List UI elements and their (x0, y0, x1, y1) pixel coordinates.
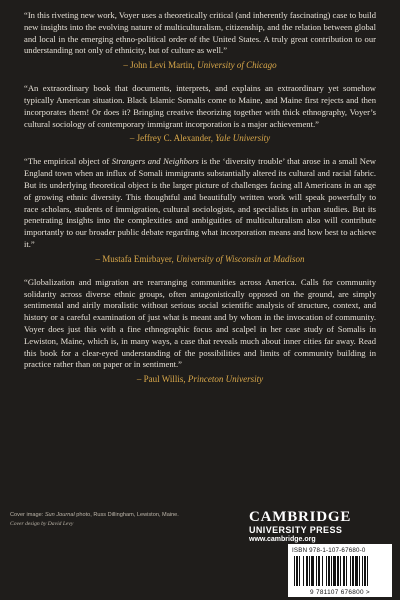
barcode-bar (309, 556, 310, 586)
barcode-bar (340, 556, 341, 586)
barcode-bar (318, 556, 320, 586)
barcode-bar (306, 556, 308, 586)
quote-institution: University of Wisconsin at Madison (176, 253, 305, 264)
barcode-bar (311, 556, 314, 586)
barcode-bar (359, 556, 360, 586)
quote-author: – John Levi Martin, (123, 60, 195, 71)
cover-footer (0, 505, 400, 600)
barcode-bar (333, 556, 336, 586)
barcode-icon (294, 556, 386, 586)
quote-text: “Globalization and migration are rearranging communities across America. Calls for community solidarity across diverse ethnic groups, often antagonistically opposed on the ground, are simply sentimental and airily moralistic without serious social scientific analysis of structure, context, and history or a careful examination of just what is meant and by whom in the invocation of community. Voyer does just this with a fine ethnographic focus and scalpel in her case study of Somalis in Lewiston, Maine, which is, in many ways, a case that reveals much about inner cities far away. Read this book for a clear-eyed understanding of the possibilities and limits of community building in practice rather than on paper or in sentiment.” (24, 276, 376, 370)
barcode-bar (367, 556, 368, 586)
cover-image-credit (10, 511, 210, 520)
quote-author: – Paul Willis, (136, 374, 186, 385)
barcode-bar (346, 556, 347, 586)
quote-attribution (24, 253, 376, 265)
quote-text: “An extraordinary book that documents, interprets, and explains an extraordinary yet somehow typically American situation. Black Islamic Somalis come to Maine, and Maine first rejects and then incorporates them! Or does it? Bringing creative theorizing together with thick ethnography, Voyer’s cultural sociology of contemporary immigrant incorporation is a major achievement.” (24, 83, 376, 129)
barcode-bar (299, 556, 300, 586)
quote-text-after: is the ‘diversity trouble’ that arose in a small New England town when an influx of Somali immigrants substantially altered its cultural and racial fabric. But its underlying theoretical object is the larger picture of challenges facing all Americans in an age of growing ethnic diversity. This thoughtful and beautifully written work will speak powerfully to race scholars, students of immigration, cultural sociologists, and specialists in urban studies. But its penetrating insights into the complexities and ambiguities of multiculturalism also will contribute importantly to our broader public debate regarding what incorporation means and how best to achieve it.” (24, 156, 376, 249)
quote-author: – Jeffrey C. Alexander, (129, 133, 214, 144)
isbn-label: ISBN 978-1-107-67680-0 (292, 547, 366, 554)
barcode-bar (352, 556, 354, 586)
quote-text (24, 156, 376, 250)
quote-attribution (24, 373, 376, 385)
barcode-bar (316, 556, 317, 586)
book-title: Strangers and Neighbors (111, 156, 199, 167)
barcode-bar (303, 556, 304, 586)
barcode-bar (296, 556, 298, 586)
credit-label: Cover image: (10, 512, 45, 518)
quote-institution: Princeton University (187, 374, 264, 385)
quote-attribution (24, 59, 376, 71)
barcode-bar (355, 556, 358, 586)
publisher-url: www.cambridge.org (249, 536, 316, 543)
barcode-number: 9 781107 676800 > (310, 589, 370, 596)
endorsement-emirbayer (24, 156, 376, 264)
cover-credits (10, 511, 210, 529)
endorsement-willis (24, 277, 376, 385)
quote-attribution (24, 132, 376, 144)
barcode-bar (328, 556, 330, 586)
quote-institution: University of Chicago (197, 60, 277, 71)
endorsements (24, 10, 376, 397)
publisher-name: CAMBRIDGE (249, 509, 352, 525)
publisher-subtitle: UNIVERSITY PRESS (249, 525, 343, 535)
quote-text-before: “The empirical object of (24, 156, 112, 167)
barcode-bar (364, 556, 366, 586)
cover-design-credit: Cover design by David Levy (10, 521, 74, 527)
barcode-bar (343, 556, 345, 586)
barcode-bar (326, 556, 327, 586)
barcode-bar (322, 556, 323, 586)
credit-rest: photo, Russ Dillingham, Lewiston, Maine. (74, 512, 179, 518)
quote-institution: Yale University (215, 133, 271, 144)
isbn-barcode-box (288, 544, 392, 597)
endorsement-martin (24, 10, 376, 71)
quote-author: – Mustafa Emirbayer, (95, 253, 174, 264)
quote-text: “In this riveting new work, Voyer uses a theoretically critical (and inherently fascinating) case to build new insights into the evolving nature of multiculturalism, citizenship, and the relation between global and local in the emerging ethno-political order of the United States. A truly great contribution to our understanding not only of ethnicity, but of culture as well.” (24, 10, 376, 56)
barcode-bar (362, 556, 363, 586)
credit-source: Sun Journal (44, 512, 75, 518)
publisher-logo (249, 509, 384, 545)
endorsement-alexander (24, 83, 376, 144)
barcode-bar (294, 556, 295, 586)
barcode-bar (350, 556, 351, 586)
barcode-bar (337, 556, 339, 586)
barcode-bar (331, 556, 332, 586)
